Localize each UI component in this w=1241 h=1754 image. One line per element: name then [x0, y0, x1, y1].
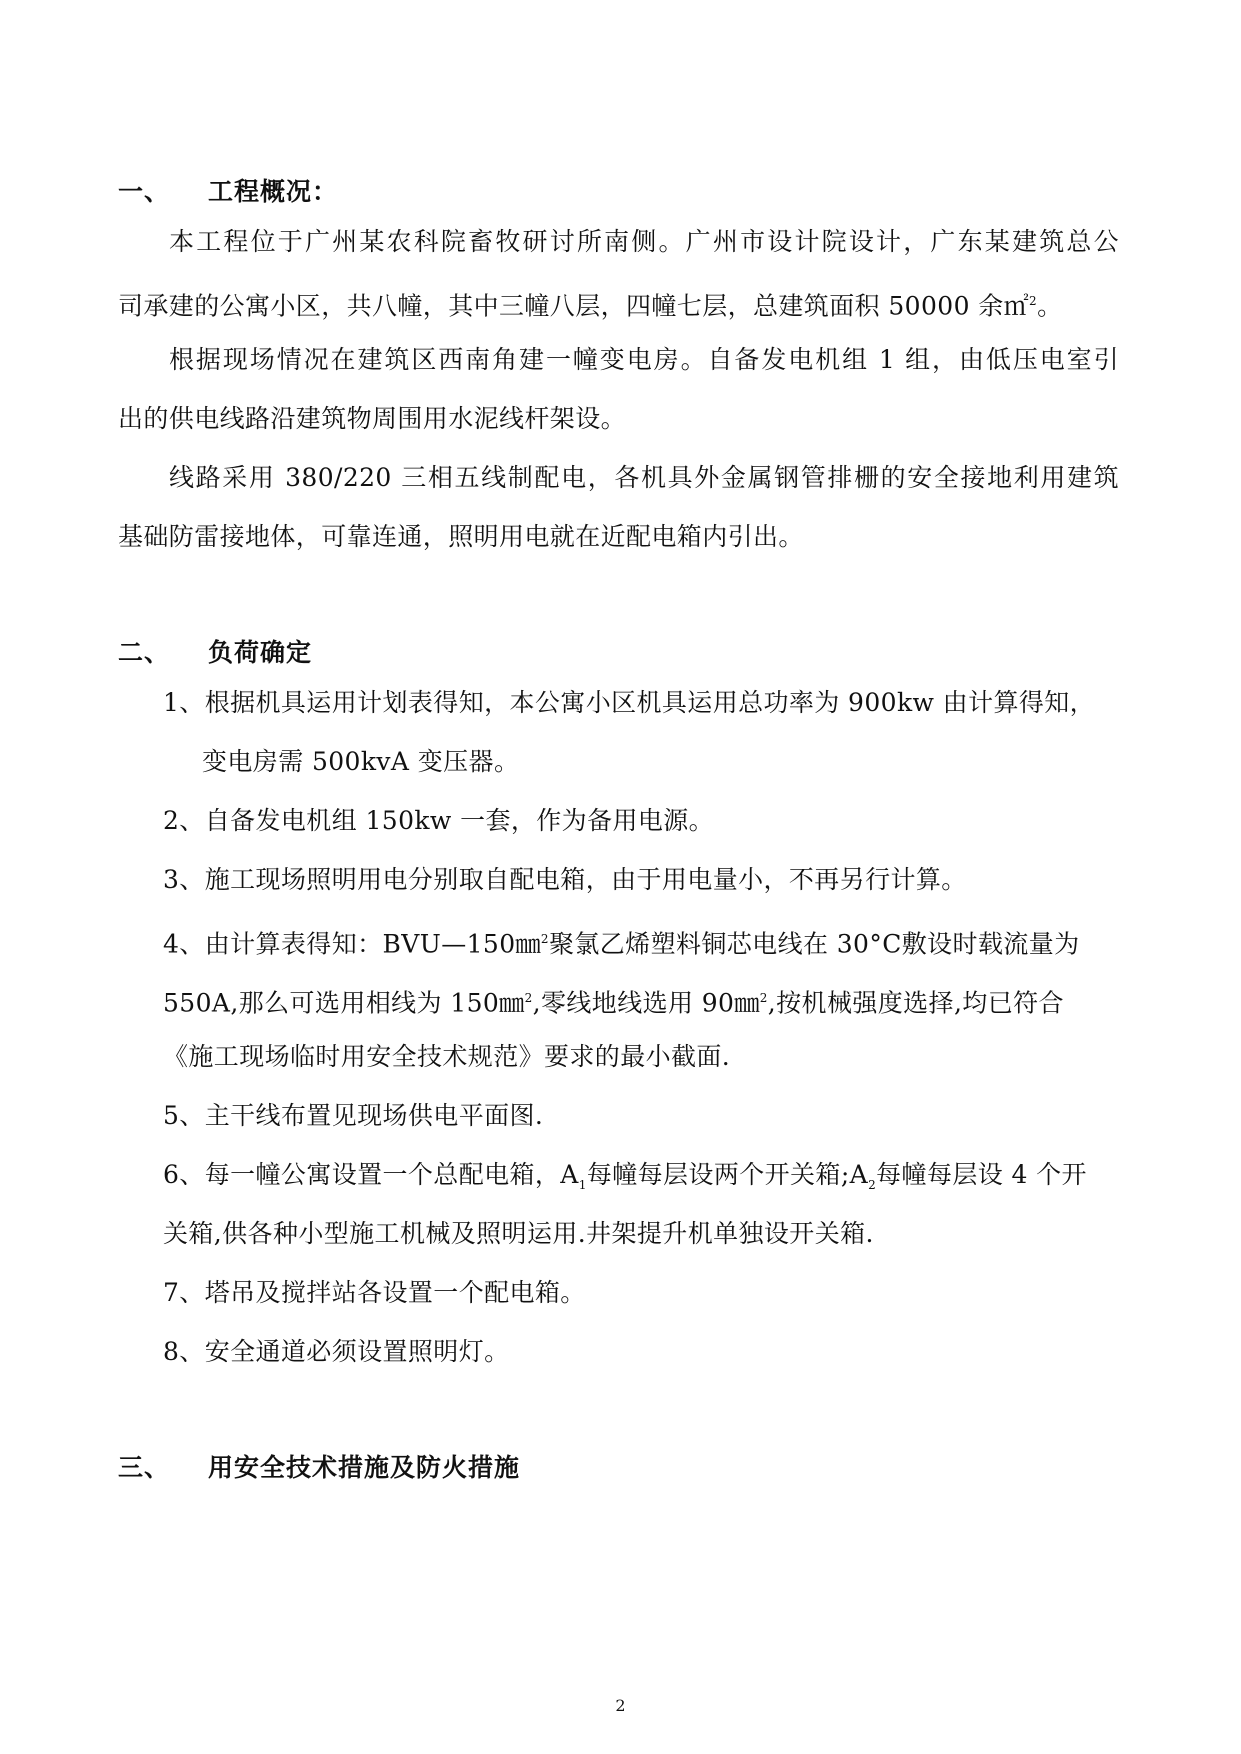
superscript: 2 [1029, 294, 1038, 308]
text-run: 每幢每层设两个开关箱;A [586, 1160, 869, 1189]
text-run: 。 [1037, 291, 1063, 321]
subscript: 2 [868, 1178, 877, 1192]
section-heading-2 [118, 633, 312, 669]
section-heading-3 [118, 1448, 520, 1484]
list-item-2: 2、自备发电机组 150kw 一套，作为备用电源。 [163, 806, 715, 835]
section-heading-1 [118, 172, 338, 208]
section-number: 一、 [118, 177, 171, 206]
subscript: 1 [578, 1178, 587, 1192]
list-item-7: 7、塔吊及搅拌站各设置一个配电箱。 [163, 1278, 586, 1307]
list-item-5: 5、主干线布置见现场供电平面图. [163, 1101, 544, 1130]
list-item-6-continued: 关箱,供各种小型施工机械及照明运用.井架提升机单独设开关箱. [163, 1219, 874, 1248]
section-number: 二、 [118, 638, 171, 667]
text-run: ,零线地线选用 90㎜ [532, 988, 760, 1018]
text-run: 6、每一幢公寓设置一个总配电箱，A [163, 1160, 579, 1189]
list-item-6 [163, 1160, 1087, 1200]
list-item-1: 1、根据机具运用计划表得知，本公寓小区机具运用总功率为 900kw 由计算得知， [163, 688, 1096, 717]
section-title: 用安全技术措施及防火措施 [208, 1453, 521, 1482]
page-number: 2 [615, 1696, 626, 1715]
paragraph-line: 出的供电线路沿建筑物周围用水泥线杆架设。 [118, 404, 627, 433]
superscript: 2 [524, 991, 533, 1005]
paragraph-line: 基础防雷接地体，可靠连通，照明用电就在近配电箱内引出。 [118, 522, 804, 551]
text-run: 4、由计算表得知：BVU—150㎜ [163, 929, 541, 959]
superscript: 2 [540, 932, 549, 946]
list-item-4-continued [163, 983, 1064, 1018]
text-run: ,按机械强度选择,均已符合 [767, 988, 1064, 1018]
text-run: 聚氯乙烯塑料铜芯电线在 30°C敷设时载流量为 [548, 929, 1080, 959]
paragraph-line: 根据现场情况在建筑区西南角建一幢变电房。自备发电机组 1 组，由低压电室引 [169, 345, 1119, 374]
text-run: 每幢每层设 4 个开 [876, 1160, 1087, 1189]
section-title: 负荷确定 [208, 638, 313, 667]
list-item-4-continued: 《施工现场临时用安全技术规范》要求的最小截面. [163, 1042, 731, 1071]
list-item-8: 8、安全通道必须设置照明灯。 [163, 1337, 510, 1366]
superscript: 2 [759, 991, 768, 1005]
section-number: 三、 [118, 1453, 171, 1482]
text-run: 550A,那么可选用相线为 150㎜ [163, 988, 525, 1018]
section-title: 工程概况： [208, 177, 339, 206]
list-item-4 [163, 924, 1080, 959]
text-run: 司承建的公寓小区，共八幢，其中三幢八层，四幢七层，总建筑面积 50000 余㎡ [118, 291, 1030, 321]
list-item-1-continued: 变电房需 500kvA 变压器。 [202, 747, 520, 776]
paragraph-line: 本工程位于广州某农科院畜牧研讨所南侧。广州市设计院设计，广东某建筑总公 [169, 227, 1119, 256]
paragraph-line [118, 286, 1062, 321]
list-item-3: 3、施工现场照明用电分别取自配电箱，由于用电量小，不再另行计算。 [163, 865, 967, 894]
paragraph-line: 线路采用 380/220 三相五线制配电，各机具外金属钢管排栅的安全接地利用建筑 [169, 463, 1119, 492]
